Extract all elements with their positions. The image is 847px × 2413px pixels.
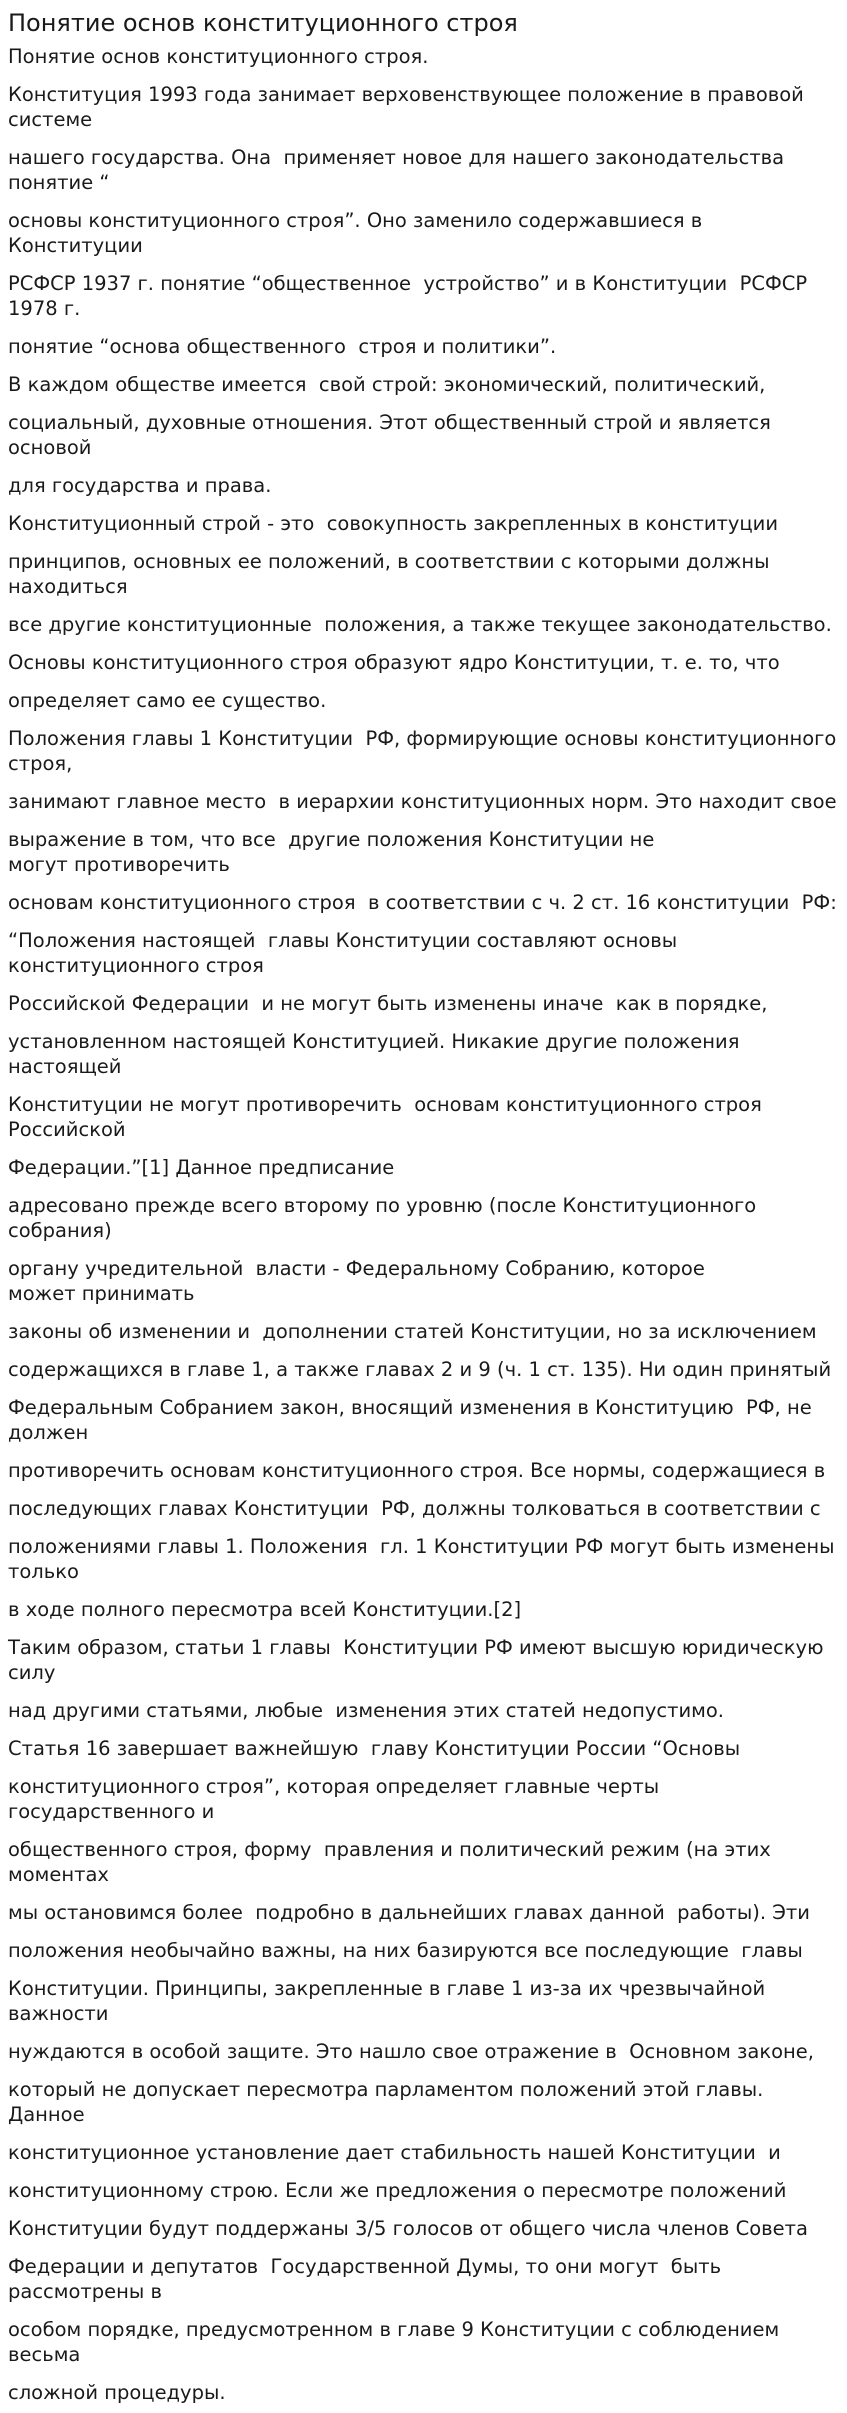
text-line: который не допускает пересмотра парламентом положений этой главы. Данное (8, 2078, 770, 2126)
text-line: принципов, основных ее положений, в соответствии с которыми должны находиться (8, 550, 776, 598)
document-body (8, 44, 843, 2405)
text-line: определяет само ее существо. (8, 689, 327, 712)
text-line: Основы конституционного строя образуют ядро Конституции, т. е. то, что (8, 651, 780, 674)
text-line: для государства и права. (8, 474, 272, 497)
text-line: Конституция 1993 года занимает верховенствующее положение в правовой системе (8, 83, 811, 131)
text-line: все другие конституционные положения, а также текущее законодательство. (8, 613, 832, 636)
text-line: основам конституционного строя в соответствии с ч. 2 ст. 16 конституции РФ: (8, 891, 837, 914)
text-line: нашего государства. Она применяет новое для нашего законодательства понятие “ (8, 146, 791, 194)
text-line: сложной процедуры. (8, 2381, 226, 2404)
text-line: Таким образом, статьи 1 главы Конституции РФ имеют высшую юридическую силу (8, 1636, 830, 1684)
text-line: противоречить основам конституционного строя. Все нормы, содержащиеся в (8, 1459, 826, 1482)
text-line: РСФСР 1937 г. понятие “общественное устройство” и в Конституции РСФСР 1978 г. (8, 272, 814, 320)
text-line: Статья 16 завершает важнейшую главу Конституции России “Основы (8, 1737, 741, 1760)
text-line: Федеральным Собранием закон, вносящий изменения в Конституцию РФ, не должен (8, 1396, 818, 1444)
text-line: конституционное установление дает стабильность нашей Конституции и (8, 2141, 781, 2164)
text-line: содержащихся в главе 1, а также главах 2 и 9 (ч. 1 ст. 135). Ни один принятый (8, 1358, 832, 1381)
text-line: Понятие основ конституционного строя. (8, 45, 429, 68)
text-line: Федерации.”[1] Данное предписание (8, 1156, 395, 1179)
text-line: Конституционный строй - это совокупность закрепленных в конституции (8, 512, 779, 535)
text-line: Конституции будут поддержаны 3/5 голосов от общего числа членов Совета (8, 2217, 808, 2240)
text-line: положения необычайно важны, на них базируются все последующие главы (8, 1939, 803, 1962)
text-line: Конституции не могут противоречить основам конституционного строя Российской (8, 1093, 769, 1141)
text-line: В каждом обществе имеется свой строй: экономический, политический, (8, 373, 766, 396)
text-line: органу учредительной власти - Федеральному Собранию, которое может принимать (8, 1257, 705, 1305)
text-line: Российской Федерации и не могут быть изменены иначе как в порядке, (8, 992, 768, 1015)
text-line: основы конституционного строя”. Оно заменило содержавшиеся в Конституции (8, 209, 709, 257)
text-line: социальный, духовные отношения. Этот общественный строй и является основой (8, 411, 778, 459)
text-line: адресовано прежде всего второму по уровню (после Конституционного собрания) (8, 1194, 763, 1242)
text-line: выражение в том, что все другие положения Конституции не могут противоречить (8, 828, 655, 876)
text-line: положениями главы 1. Положения гл. 1 Конституции РФ могут быть изменены только (8, 1535, 841, 1583)
text-line: законы об изменении и дополнении статей Конституции, но за исключением (8, 1320, 817, 1343)
text-line: мы остановимся более подробно в дальнейших главах данной работы). Эти (8, 1901, 810, 1924)
text-line: Положения главы 1 Конституции РФ, формирующие основы конституционного строя, (8, 727, 843, 775)
page-title: Понятие основ конституционного строя (8, 9, 518, 37)
text-line: в ходе полного пересмотра всей Конституции.[2] (8, 1598, 522, 1621)
text-line: понятие “основа общественного строя и политики”. (8, 335, 557, 358)
text-line: Конституции. Принципы, закрепленные в главе 1 из-за их чрезвычайной важности (8, 1977, 772, 2025)
text-line: конституционного строя”, которая определяет главные черты государственного и (8, 1775, 666, 1823)
text-line: нуждаются в особой защите. Это нашло свое отражение в Основном законе, (8, 2040, 814, 2063)
text-line: Федерации и депутатов Государственной Думы, то они могут быть рассмотрены в (8, 2255, 728, 2303)
text-line: установленном настоящей Конституцией. Никакие другие положения настоящей (8, 1030, 746, 1078)
text-line: особом порядке, предусмотренном в главе 9 Конституции с соблюдением весьма (8, 2318, 786, 2366)
text-line: конституционному строю. Если же предложения о пересмотре положений (8, 2179, 787, 2202)
text-line: общественного строя, форму правления и политический режим (на этих моментах (8, 1838, 778, 1886)
text-line: занимают главное место в иерархии конституционных норм. Это находит свое (8, 790, 837, 813)
text-line: над другими статьями, любые изменения этих статей недопустимо. (8, 1699, 724, 1722)
text-line: последующих главах Конституции РФ, должны толковаться в соответствии с (8, 1497, 821, 1520)
text-line: “Положения настоящей главы Конституции составляют основы конституционного строя (8, 929, 678, 977)
